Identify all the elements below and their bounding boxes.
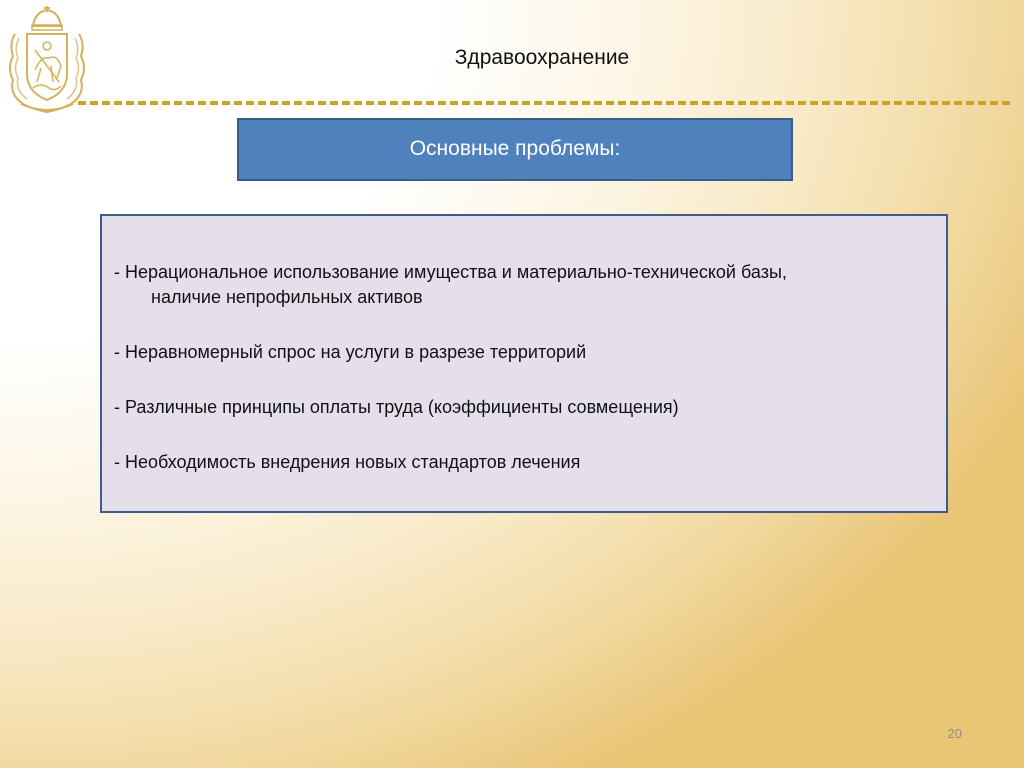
problem-text: - Необходимость внедрения новых стандартов лечения — [114, 452, 581, 472]
page-number: 20 — [947, 726, 962, 741]
problems-box — [100, 214, 948, 513]
problem-item — [114, 395, 934, 420]
problem-item — [114, 260, 934, 310]
problem-text: - Различные принципы оплаты труда (коэффициенты совмещения) — [114, 397, 679, 417]
section-header: Основные проблемы: — [237, 118, 793, 181]
problem-text: - Нерациональное использование имущества и материально-технической базы, — [114, 262, 787, 282]
problem-item — [114, 340, 934, 365]
title-divider — [78, 101, 1010, 105]
problem-text: - Неравномерный спрос на услуги в разрезе территорий — [114, 342, 587, 362]
slide-title: Здравоохранение — [454, 46, 630, 69]
problem-item — [114, 450, 934, 475]
problem-text-continuation: наличие непрофильных активов — [151, 287, 423, 307]
